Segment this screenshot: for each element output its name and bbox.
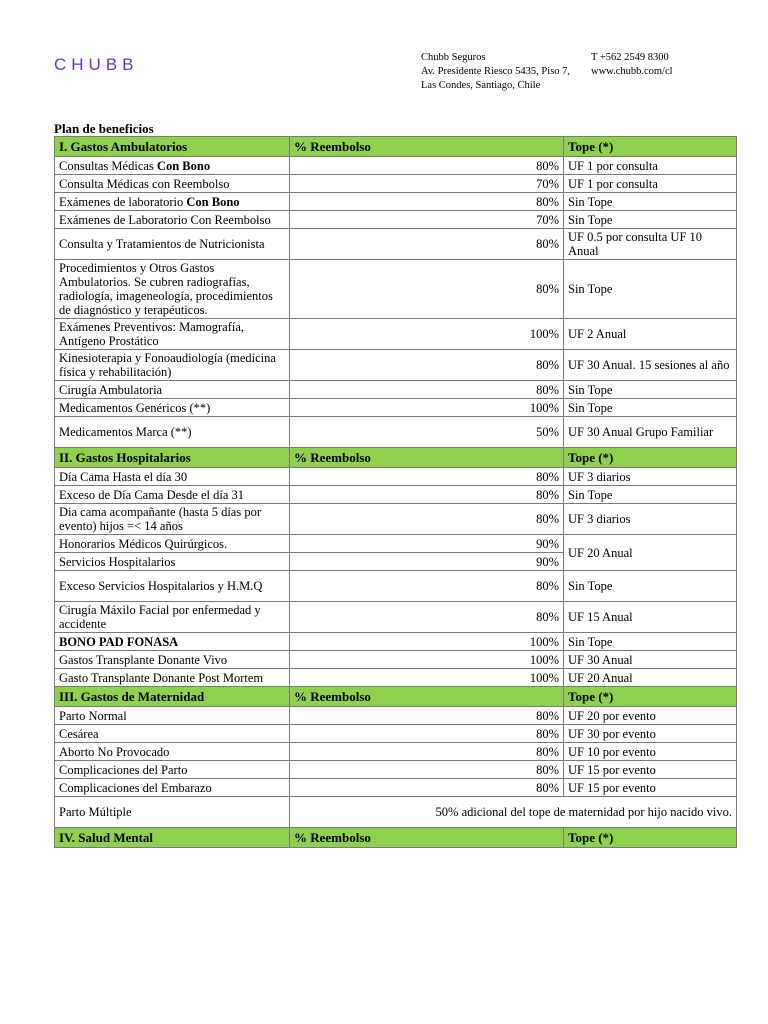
pct-cell: 90% (290, 553, 564, 571)
tope-cell: Sin Tope (564, 381, 737, 399)
pct-cell: 100% (290, 669, 564, 687)
tope-cell: UF 15 por evento (564, 761, 737, 779)
section-title: II. Gastos Hospitalarios (55, 448, 290, 468)
col-reembolso-header: % Reembolso (290, 137, 564, 157)
concept-cell: Dia cama acompañante (hasta 5 días por evento) hijos =< 14 años (55, 504, 290, 535)
section-header-salud-mental (55, 828, 737, 848)
pct-cell: 80% (290, 707, 564, 725)
concept-cell: Consultas Médicas Con Bono (55, 157, 290, 175)
concept-cell: Exceso de Día Cama Desde el día 31 (55, 486, 290, 504)
pct-cell: 50% (290, 417, 564, 448)
table-row (55, 211, 737, 229)
col-tope-header: Tope (*) (564, 448, 737, 468)
pct-cell: 80% (290, 743, 564, 761)
address-line: Las Condes, Santiago, Chile (421, 80, 541, 91)
tope-cell: UF 1 por consulta (564, 157, 737, 175)
concept-cell: Complicaciones del Embarazo (55, 779, 290, 797)
concept-cell: Medicamentos Marca (**) (55, 417, 290, 448)
pct-cell: 90% (290, 535, 564, 553)
tope-cell: Sin Tope (564, 571, 737, 602)
section-title: III. Gastos de Maternidad (55, 687, 290, 707)
pct-cell: 100% (290, 399, 564, 417)
concept-cell: Consulta y Tratamientos de Nutricionista (55, 229, 290, 260)
section-header-ambulatorios (55, 137, 737, 157)
pct-cell: 70% (290, 175, 564, 193)
tope-cell: Sin Tope (564, 193, 737, 211)
pct-cell: 80% (290, 260, 564, 319)
table-row (55, 743, 737, 761)
table-row (55, 260, 737, 319)
tope-cell: UF 30 Anual Grupo Familiar (564, 417, 737, 448)
tope-cell: UF 30 Anual (564, 651, 737, 669)
table-row (55, 504, 737, 535)
tope-cell: UF 10 por evento (564, 743, 737, 761)
phone-number: T +562 2549 8300 (591, 52, 669, 63)
concept-cell: Medicamentos Genéricos (**) (55, 399, 290, 417)
pct-cell: 70% (290, 211, 564, 229)
section-title: I. Gastos Ambulatorios (55, 137, 290, 157)
concept-cell: Aborto No Provocado (55, 743, 290, 761)
tope-cell: UF 20 por evento (564, 707, 737, 725)
tope-cell: UF 2 Anual (564, 319, 737, 350)
tope-cell: UF 3 diarios (564, 504, 737, 535)
table-row (55, 381, 737, 399)
pct-cell: 80% (290, 157, 564, 175)
concept-cell: Consulta Médicas con Reembolso (55, 175, 290, 193)
company-address (421, 51, 570, 93)
tope-cell: UF 15 Anual (564, 602, 737, 633)
concept-cell: Gastos Transplante Donante Vivo (55, 651, 290, 669)
concept-cell: Gasto Transplante Donante Post Mortem (55, 669, 290, 687)
table-row (55, 797, 737, 828)
table-row (55, 229, 737, 260)
concept-cell: Exámenes de laboratorio Con Bono (55, 193, 290, 211)
section-header-hospitalarios (55, 448, 737, 468)
table-row (55, 417, 737, 448)
table-row (55, 761, 737, 779)
tope-cell: UF 20 Anual (564, 669, 737, 687)
col-tope-header: Tope (*) (564, 828, 737, 848)
pct-cell: 80% (290, 486, 564, 504)
pct-cell: 80% (290, 602, 564, 633)
concept-cell: Exámenes Preventivos: Mamografía, Antígeno Prostático (55, 319, 290, 350)
pct-cell: 100% (290, 319, 564, 350)
tope-cell: Sin Tope (564, 399, 737, 417)
benefits-table (54, 136, 737, 848)
pct-cell: 100% (290, 651, 564, 669)
pct-cell: 80% (290, 468, 564, 486)
concept-cell: Día Cama Hasta el día 30 (55, 468, 290, 486)
table-row (55, 535, 737, 553)
tope-cell: Sin Tope (564, 260, 737, 319)
concept-cell: Exámenes de Laboratorio Con Reembolso (55, 211, 290, 229)
pct-cell: 80% (290, 571, 564, 602)
table-row (55, 350, 737, 381)
table-row (55, 571, 737, 602)
concept-cell: Parto Normal (55, 707, 290, 725)
tope-cell: Sin Tope (564, 211, 737, 229)
pct-cell: 80% (290, 504, 564, 535)
pct-cell: 80% (290, 725, 564, 743)
concept-cell: Cirugía Ambulatoria (55, 381, 290, 399)
table-row (55, 669, 737, 687)
table-row (55, 468, 737, 486)
table-row (55, 486, 737, 504)
col-reembolso-header: % Reembolso (290, 687, 564, 707)
table-row (55, 602, 737, 633)
col-tope-header: Tope (*) (564, 687, 737, 707)
concept-cell: Servicios Hospitalarios (55, 553, 290, 571)
table-row (55, 175, 737, 193)
tope-cell: Sin Tope (564, 633, 737, 651)
table-row (55, 193, 737, 211)
tope-cell: Sin Tope (564, 486, 737, 504)
col-tope-header: Tope (*) (564, 137, 737, 157)
concept-cell: Honorarios Médicos Quirúrgicos. (55, 535, 290, 553)
concept-cell: Complicaciones del Parto (55, 761, 290, 779)
section-title: IV. Salud Mental (55, 828, 290, 848)
concept-cell: Exceso Servicios Hospitalarios y H.M.Q (55, 571, 290, 602)
concept-cell: Procedimientos y Otros Gastos Ambulatorios. Se cubren radiografías, radiología, imageneología, procedimientos de diagnóstico y terapéuticos. (55, 260, 290, 319)
tope-cell: UF 1 por consulta (564, 175, 737, 193)
table-row (55, 157, 737, 175)
tope-cell: UF 3 diarios (564, 468, 737, 486)
concept-cell: Kinesioterapia y Fonoaudiología (medicina física y rehabilitación) (55, 350, 290, 381)
company-contact (591, 51, 673, 79)
concept-cell: Cirugía Máxilo Facial por enfermedad y accidente (55, 602, 290, 633)
pct-cell: 80% (290, 761, 564, 779)
pct-cell: 80% (290, 193, 564, 211)
table-row (55, 319, 737, 350)
pct-cell: 100% (290, 633, 564, 651)
table-row (55, 725, 737, 743)
merged-note-cell: 50% adicional del tope de maternidad por hijo nacido vivo. (290, 797, 737, 828)
table-row (55, 399, 737, 417)
pct-cell: 80% (290, 779, 564, 797)
concept-cell: BONO PAD FONASA (55, 633, 290, 651)
tope-cell: UF 30 Anual. 15 sesiones al año (564, 350, 737, 381)
table-row (55, 651, 737, 669)
tope-cell: UF 20 Anual (564, 535, 737, 571)
concept-cell: Parto Múltiple (55, 797, 290, 828)
tope-cell: UF 0.5 por consulta UF 10 Anual (564, 229, 737, 260)
table-row (55, 707, 737, 725)
pct-cell: 80% (290, 229, 564, 260)
tope-cell: UF 15 por evento (564, 779, 737, 797)
website-link[interactable]: www.chubb.com/cl (591, 66, 673, 77)
concept-cell: Cesárea (55, 725, 290, 743)
pct-cell: 80% (290, 350, 564, 381)
col-reembolso-header: % Reembolso (290, 828, 564, 848)
plan-title: Plan de beneficios (54, 121, 154, 136)
table-row (55, 779, 737, 797)
tope-cell: UF 30 por evento (564, 725, 737, 743)
table-row (55, 633, 737, 651)
chubb-logo: CHUBB (54, 55, 139, 74)
pct-cell: 80% (290, 381, 564, 399)
address-line: Chubb Seguros (421, 52, 486, 63)
address-line: Av. Presidente Riesco 5435, Piso 7, (421, 66, 571, 77)
section-header-maternidad (55, 687, 737, 707)
col-reembolso-header: % Reembolso (290, 448, 564, 468)
